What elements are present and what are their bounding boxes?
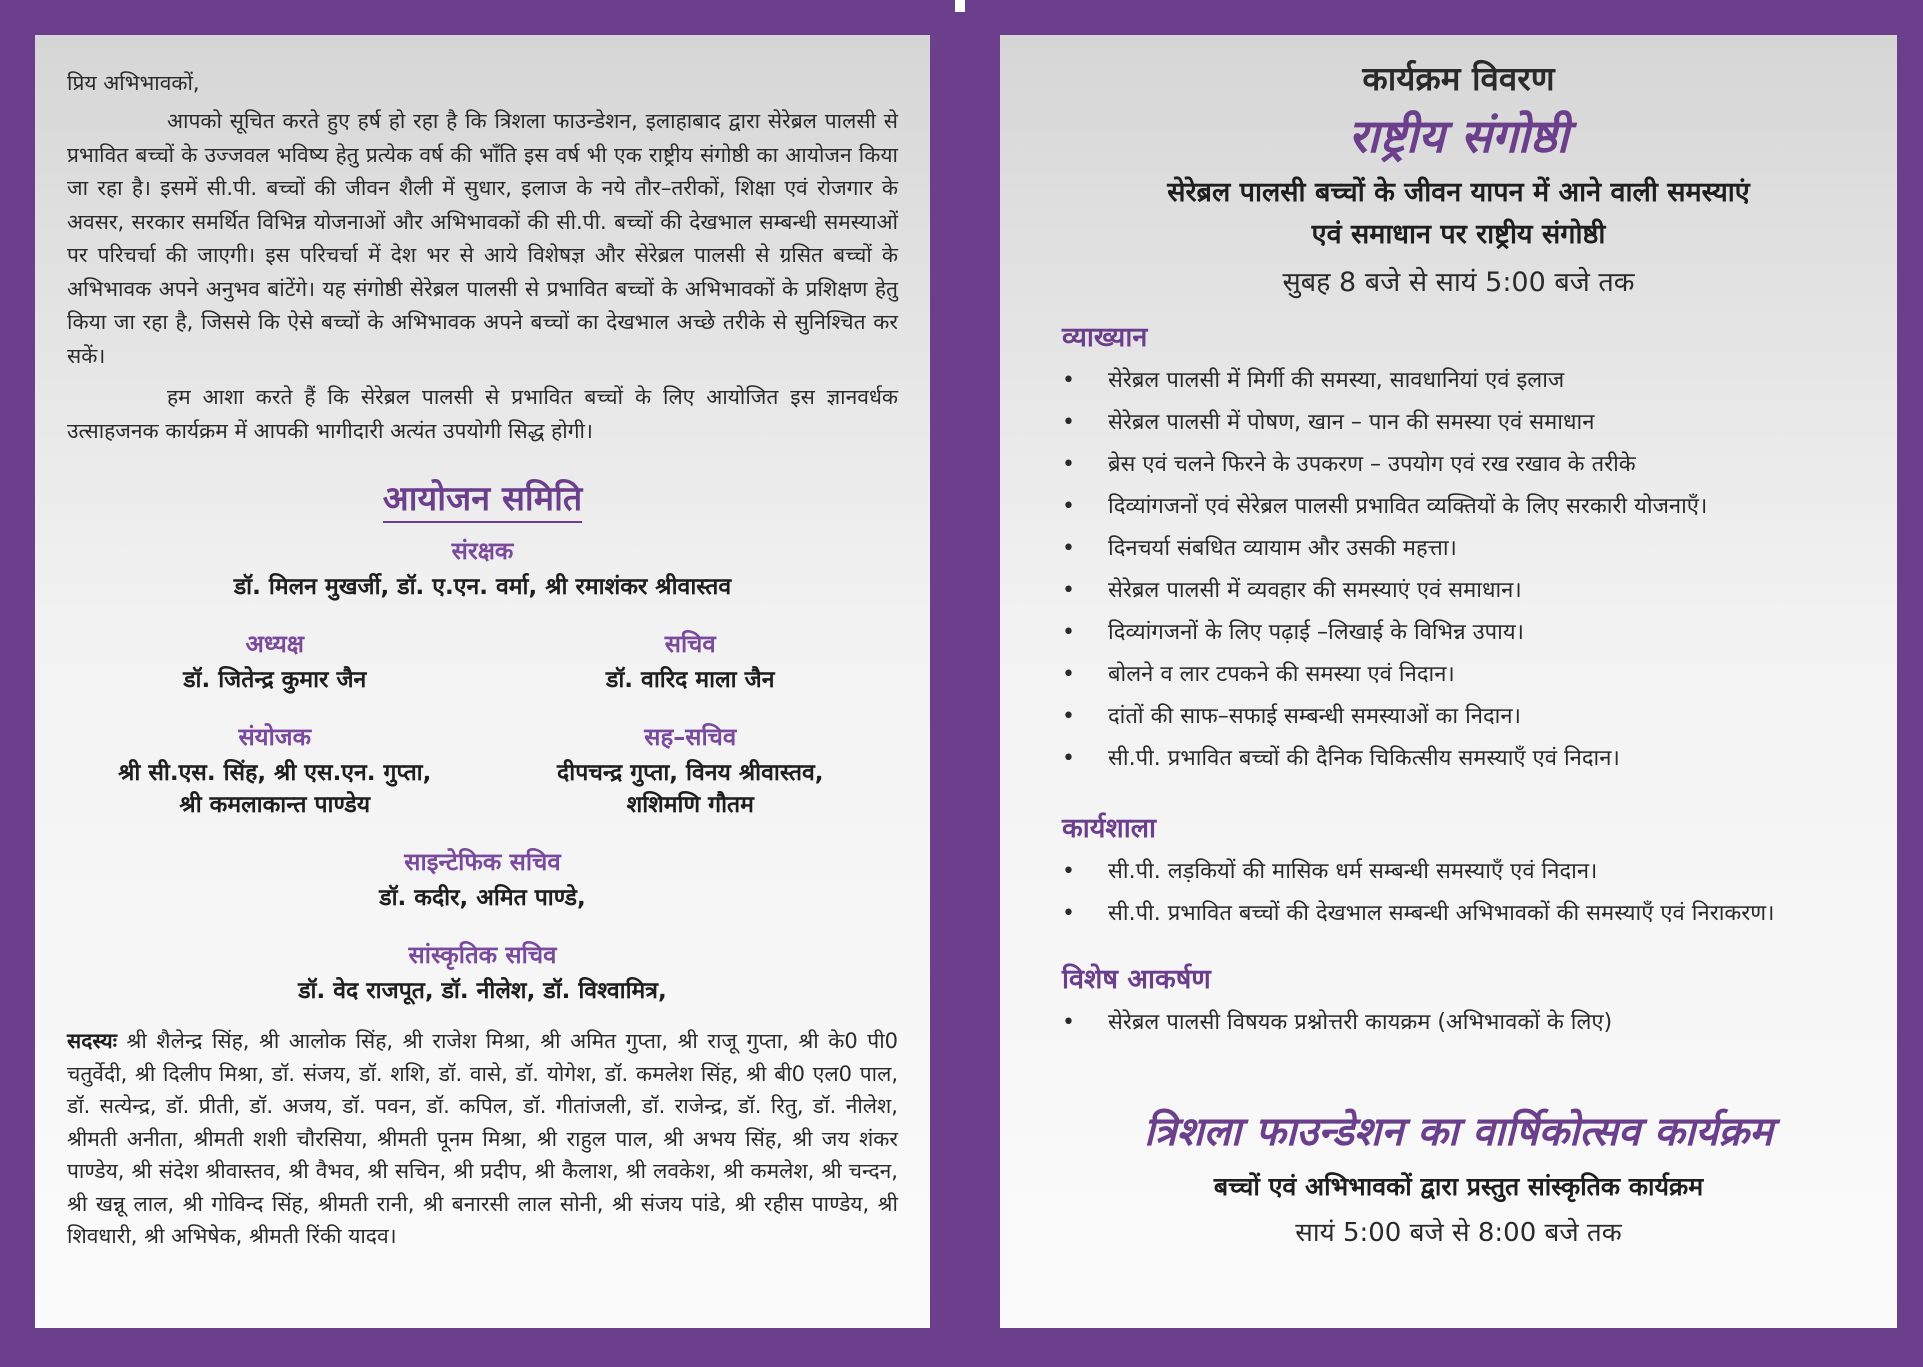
seminar-title: राष्ट्रीय संगोष्ठी: [1348, 109, 1569, 163]
list-item: • सी.पी. प्रभावित बच्चों की दैनिक चिकित्सीय समस्याएँ एवं निदान।: [1062, 746, 1620, 771]
cosecretary-block: [483, 720, 899, 821]
page-fold: [955, 0, 965, 12]
committee-title-text: आयोजन समिति: [383, 479, 583, 523]
secretary-role: सचिव: [664, 630, 716, 658]
convener-names-line2: श्री कमलाकान्त पाण्डेय: [179, 792, 371, 818]
annual-function-subtitle: बच्चों एवं अभिभावकों द्वारा प्रस्तुत सांस्कृतिक कार्यक्रम: [1213, 1172, 1704, 1201]
seminar-subtitle-line2: एवं समाधान पर राष्ट्रीय संगोष्ठी: [1311, 219, 1606, 250]
patron-names: डॉ. मिलन मुखर्जी, डॉ. ए.एन. वर्मा, श्री रमाशंकर श्रीवास्तव: [233, 574, 732, 600]
list-item: • दिनचर्या संबधित व्यायाम और उसकी महत्ता।: [1062, 536, 1457, 561]
cosecretary-role: सह–सचिव: [644, 723, 737, 751]
workshop-title: कार्यशाला: [1062, 813, 1157, 844]
members-label: सदस्यः: [67, 1029, 117, 1053]
scientific-role: साइन्टेफिक सचिव: [404, 848, 561, 876]
convener-role: संयोजक: [238, 723, 312, 751]
secretary-block: [483, 627, 899, 696]
cosecretary-names-line1: दीपचन्द्र गुप्ता, विनय श्रीवास्तव,: [557, 760, 824, 786]
cultural-role: सांस्कृतिक सचिव: [408, 941, 557, 969]
president-block: [67, 627, 483, 696]
seminar-subtitle-line1: सेरेब्रल पालसी बच्चों के जीवन यापन में आने वाली समस्याएं: [1167, 177, 1750, 208]
patron-role: संरक्षक: [451, 537, 514, 565]
list-item: • सेरेब्रल पालसी में पोषण, खान – पान की समस्या एवं समाधान: [1062, 410, 1595, 435]
closing-paragraph: हम आशा करते हैं कि सेरेब्रल पालसी से प्रभावित बच्चों के लिए आयोजित इस ज्ञानवर्धक उत्साहजनक कार्यक्रम में आपकी भागीदारी अत्यंत उपयोगी सिद्ध होगी।: [67, 385, 898, 443]
seminar-time: सुबह 8 बजे से सायं 5:00 बजे तक: [1282, 267, 1635, 298]
president-role: अध्यक्ष: [245, 630, 304, 658]
workshop-list: [1060, 851, 1857, 931]
scientific-secretary-block: [67, 845, 898, 914]
list-item: • सेरेब्रल पालसी में व्यवहार की समस्याएं एवं समाधान।: [1062, 578, 1522, 603]
list-item: • सी.पी. लड़कियों की मासिक धर्म सम्बन्धी समस्याएँ एवं निदान।: [1062, 859, 1598, 884]
list-item: • सेरेब्रल पालसी विषयक प्रश्नोत्तरी कायक्रम (अभिभावकों के लिए): [1062, 1010, 1613, 1035]
convener-block: [67, 720, 483, 821]
greeting: प्रिय अभिभावकों,: [67, 71, 200, 95]
members-text: श्री शैलेन्द्र सिंह, श्री आलोक सिंह, श्री राजेश मिश्रा, श्री अमित गुप्ता, श्री राजू गुप्ता, श्री के0 पी0 चतुर्वेदी, श्री दिलीप मिश्रा, डॉ. संजय, डॉ. शशि, डॉ. वासे, डॉ. योगेश, डॉ. कमलेश सिंह, श्री बी0 एल0 पाल, डॉ. सत्येन्द्र, डॉ. प्रीती, डॉ. अजय, डॉ. पवन, डॉ. कपिल, डॉ. गीतांजली, डॉ. राजेन्द्र, डॉ. रितु, डॉ. नीलेश, श्रीमती अनीता, श्रीमती शशी चौरसिया, श्रीमती पूनम मिश्रा, श्री राहुल पाल, श्री अभय सिंह, श्री जय शंकर पाण्डेय, श्री संदेश श्रीवास्तव, श्री वैभव, श्री सचिन, श्री प्रदीप, श्री कैलाश, श्री लवकेश, श्री कमलेश, श्री चन्दन, श्री खन्नू लाल, श्री गोविन्द सिंह, श्रीमती रानी, श्री बनारसी लाल सोनी, श्री संजय पांडे, श्री रहीस पाण्डेय, श्री शिवधारी, श्री अभिषेक, श्रीमती रिंकी यादव।: [67, 1029, 898, 1248]
list-item: • ब्रेस एवं चलने फिरने के उपकरण – उपयोग एवं रख रखाव के तरीके: [1062, 452, 1636, 477]
special-title: विशेष आकर्षण: [1062, 964, 1211, 995]
secretary-names: डॉ. वारिद माला जैन: [606, 667, 775, 693]
intro-paragraph: आपको सूचित करते हुए हर्ष हो रहा है कि त्रिशला फाउन्डेशन, इलाहाबाद द्वारा सेरेब्रल पालसी से प्रभावित बच्चों के उज्जवल भविष्य हेतु प्रत्येक वर्ष की भाँति इस वर्ष भी एक राष्ट्रीय संगोष्ठी का आयोजन किया जा रहा है। इसमें सी.पी. बच्चों की जीवन शैली में सुधार, इलाज के नये तौर–तरीकों, शिक्षा एवं रोजगार के अवसर, सरकार समर्थित विभिन्न योजनाओं और अभिभावकों की सी.पी. बच्चों की देखभाल सम्बन्धी समस्याओं पर परिचर्चा की जाएगी। इस परिचर्चा में देश भर से आये विशेषज्ञ और सेरेब्रल पालसी से ग्रसित बच्चों के अभिभावक अपने अनुभव बांटेंगे। यह संगोष्ठी सेरेब्रल पालसी से प्रभावित बच्चों के अभिभावकों के प्रशिक्षण हेतु किया जा रहा है, जिससे कि ऐसे बच्चों के अभिभावक अपने बच्चों का देखभाल अच्छे तरीके से सुनिश्चित कर सकें।: [67, 109, 898, 368]
lectures-title: व्याख्यान: [1062, 322, 1148, 353]
lectures-list: [1060, 360, 1857, 780]
president-names: डॉ. जितेन्द्र कुमार जैन: [183, 667, 367, 693]
members-list: [67, 1025, 898, 1253]
program-details-panel: [1000, 35, 1897, 1328]
president-secretary-row: [67, 627, 898, 696]
annual-function-title: त्रिशला फाउन्डेशन का वार्षिकोत्सव कार्यक्रम: [1144, 1109, 1773, 1155]
list-item: • बोलने व लार टपकने की समस्या एवं निदान।: [1062, 662, 1455, 687]
committee-title: [67, 474, 898, 520]
special-list: [1060, 1002, 1857, 1044]
list-item: • सी.पी. प्रभावित बच्चों की देखभाल सम्बन्धी अभिभावकों की समस्याएँ एवं निराकरण।: [1062, 901, 1775, 926]
program-heading: कार्यक्रम विवरण: [1362, 59, 1555, 98]
patron-block: [67, 534, 898, 603]
list-item: • दिव्यांगजनों के लिए पढ़ाई –लिखाई के विभिन्न उपाय।: [1062, 620, 1524, 645]
cultural-names: डॉ. वेद राजपूत, डॉ. नीलेश, डॉ. विश्वामित्र,: [298, 978, 667, 1004]
convener-names-line1: श्री सी.एस. सिंह, श्री एस.एन. गुप्ता,: [118, 760, 432, 786]
cosecretary-names-line2: शशिमणि गौतम: [626, 792, 754, 818]
annual-function-time: सायं 5:00 बजे से 8:00 बजे तक: [1295, 1218, 1622, 1248]
scientific-names: डॉ. कदीर, अमित पाण्डे,: [379, 885, 586, 911]
invitation-letter-panel: [35, 35, 930, 1328]
list-item: • दांतों की साफ–सफाई सम्बन्धी समस्याओं का निदान।: [1062, 704, 1521, 729]
list-item: • सेरेब्रल पालसी में मिर्गी की समस्या, सावधानियां एवं इलाज: [1062, 368, 1565, 393]
cultural-secretary-block: [67, 938, 898, 1007]
list-item: • दिव्यांगजनों एवं सेरेब्रल पालसी प्रभावित व्यक्तियों के लिए सरकारी योजनाएँ।: [1062, 494, 1708, 519]
convener-cosecretary-row: [67, 720, 898, 821]
